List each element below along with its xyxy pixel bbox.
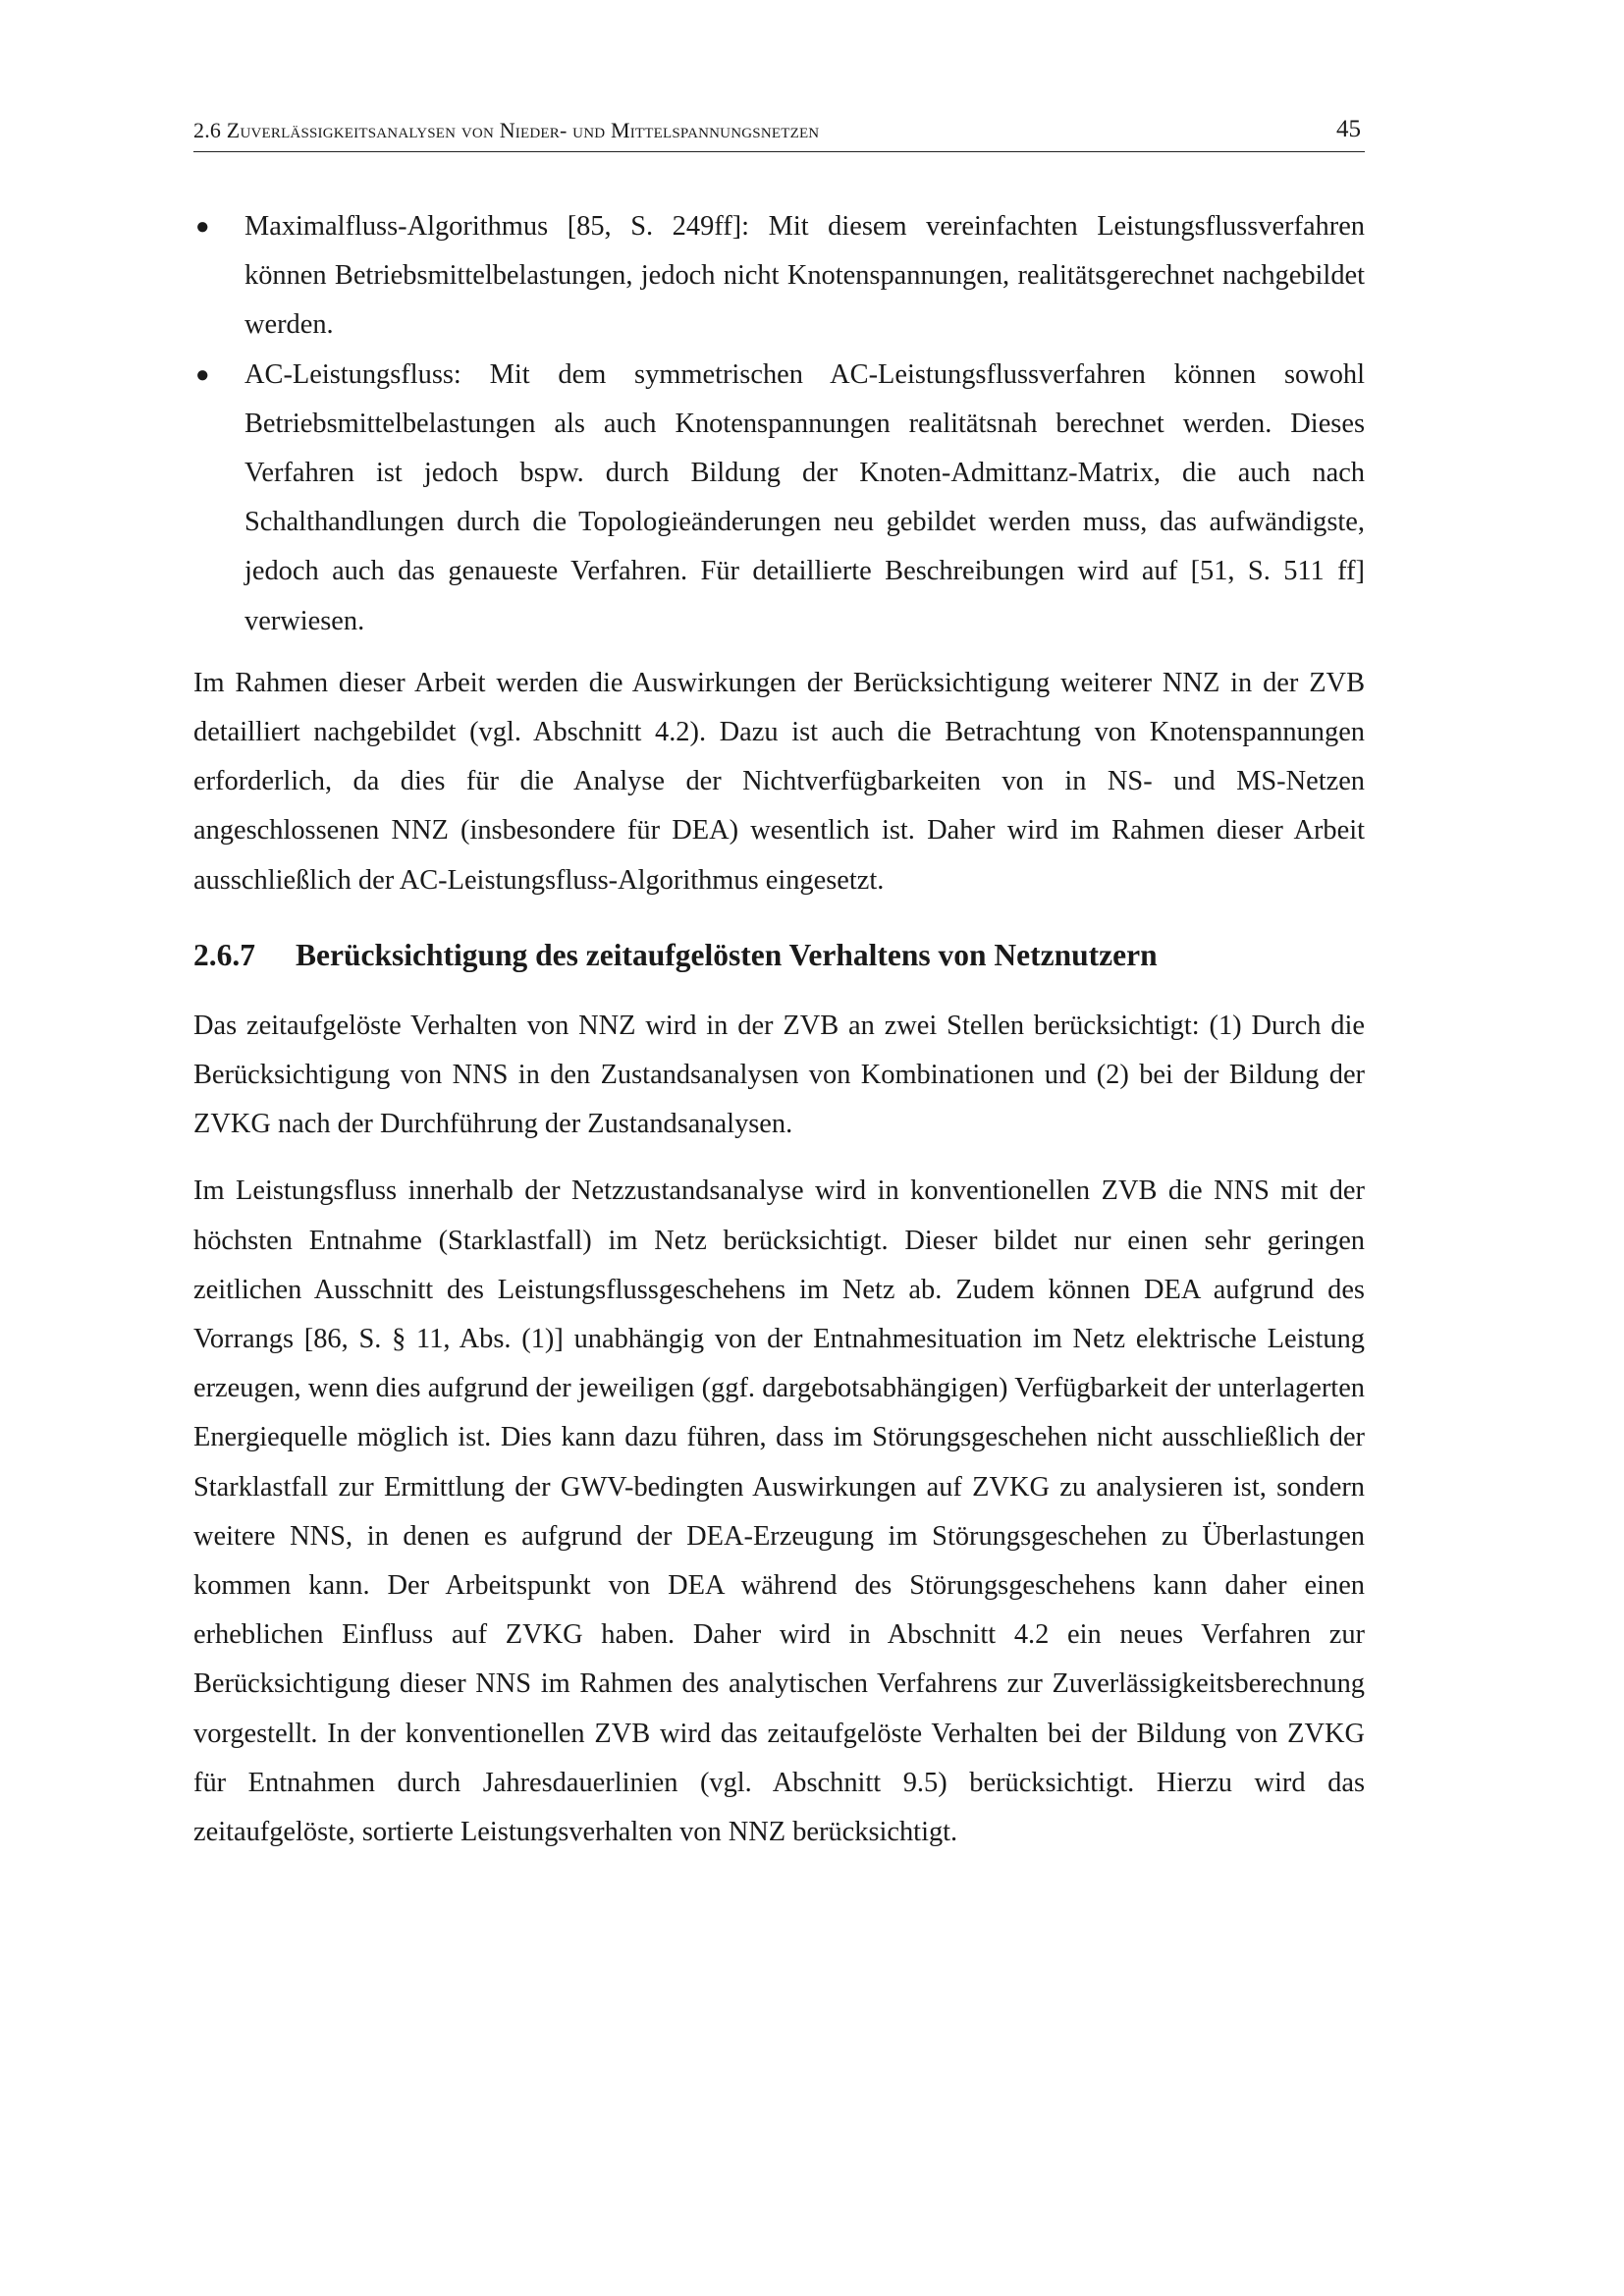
section-heading bbox=[193, 931, 1365, 980]
list-item-text: Maximalfluss-Algorithmus [85, S. 249ff]: Mit diesem vereinfachten Leistungsflussverfahren können Betriebsmittelbelastungen, jedoch nicht Knotenspannungen, realitätsgerechnet nachgebildet werden. bbox=[244, 211, 1365, 341]
paragraph: Im Leistungsfluss innerhalb der Netzzustandsanalyse wird in konventionellen ZVB die NNS mit der höchsten Entnahme (Starklastfall) im Netz berücksichtigt. Dieser bildet nur einen sehr geringen zeitlichen Ausschnitt des Leistungsflussgeschehens im Netz ab. Zudem können DEA aufgrund des Vorrangs [86, S. § 11, Abs. (1)] unabhängig von der Entnahmesituation im Netz elektrische Leistung erzeugen, wenn dies aufgrund der jeweiligen (ggf. dargebotsabhängigen) Verfügbarkeit der unterlagerten Energiequelle möglich ist. Dies kann dazu führen, dass im Störungsgeschehen nicht ausschließlich der Starklastfall zur Ermittlung der GWV-bedingten Auswirkungen auf ZVKG zu analysieren ist, sondern weitere NNS, in denen es aufgrund der DEA-Erzeugung im Störungsgeschehen zu Überlastungen kommen kann. Der Arbeitspunkt von DEA während des Störungsgeschehens kann daher einen erheblichen Einfluss auf ZVKG haben. Daher wird in Abschnitt 4.2 ein neues Verfahren zur Berücksichtigung dieser NNS im Rahmen des analytischen Verfahrens zur Zuverlässigkeitsberechnung vorgestellt. In der konventionellen ZVB wird das zeitaufgelöste Verhalten bei der Bildung von ZVKG für Entnahmen durch Jahresdauerlinien (vgl. Abschnitt 9.5) berücksichtigt. Hierzu wird das zeitaufgelöste, sortierte Leistungsverhalten von NNZ berücksichtigt. bbox=[193, 1175, 1365, 1848]
section-title: Berücksichtigung des zeitaufgelösten Verhaltens von Netznutzern bbox=[296, 937, 1158, 972]
list-item bbox=[193, 202, 1365, 351]
section-number: 2.6.7 bbox=[193, 937, 255, 972]
header-title: 2.6 Zuverlässigkeitsanalysen von Nieder- und Mittelspannungsnetzen bbox=[193, 118, 820, 142]
bullet-icon: ● bbox=[195, 361, 210, 388]
list-item-text: AC-Leistungsfluss: Mit dem symmetrischen AC-Leistungsflussverfahren können sowohl Betriebsmittelbelastungen als auch Knotenspannungen realitätsnah berechnet werden. Dieses Verfahren ist jedoch bspw. durch Bildung der Knoten-Admittanz-Matrix, die auch nach Schalthandlungen durch die Topologieänderungen neu gebildet werden muss, das aufwändigste, jedoch auch das genaueste Verfahren. Für detaillierte Beschreibungen wird auf [51, S. 511 ff] verwiesen. bbox=[244, 358, 1365, 636]
list-item bbox=[193, 351, 1365, 646]
page-number: 45 bbox=[1336, 116, 1361, 142]
paragraph-intro: Im Rahmen dieser Arbeit werden die Auswirkungen der Berücksichtigung weiterer NNZ in der ZVB detailliert nachgebildet (vgl. Abschnitt 4.2). Dazu ist auch die Betrachtung von Knotenspannungen erforderlich, da dies für die Analyse der Nichtverfügbarkeiten von in NS- und MS-Netzen angeschlossenen NNZ (insbesondere für DEA) wesentlich ist. Daher wird im Rahmen dieser Arbeit ausschließlich der AC-Leistungsfluss-Algorithmus eingesetzt. bbox=[193, 667, 1365, 896]
bullet-icon: ● bbox=[195, 214, 210, 240]
page-body bbox=[193, 202, 1365, 1857]
bullet-list bbox=[193, 202, 1365, 646]
paragraph: Das zeitaufgelöste Verhalten von NNZ wird in der ZVB an zwei Stellen berücksichtigt: (1) Durch die Berücksichtigung von NNS in den Zustandsanalysen von Kombinationen und (2) bei der Bildung der ZVKG nach der Durchführung der Zustandsanalysen. bbox=[193, 1010, 1365, 1140]
running-header bbox=[193, 114, 1365, 152]
